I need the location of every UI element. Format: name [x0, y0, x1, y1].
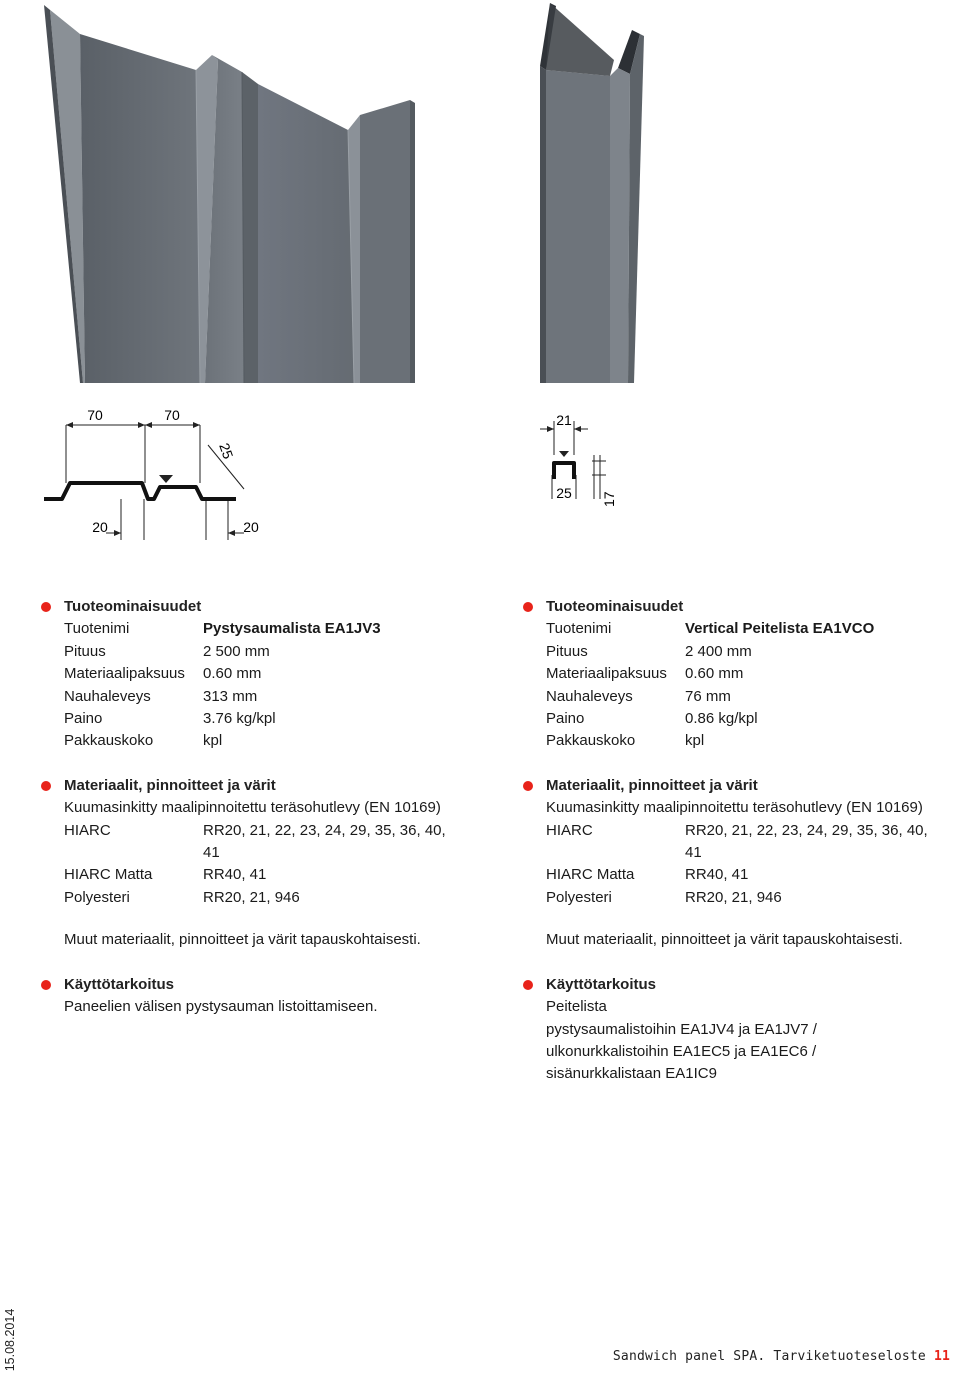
- prop-value: Vertical Peitelista EA1VCO: [685, 620, 875, 638]
- bullet-icon: [41, 602, 51, 612]
- prop-value: 0.60 mm: [203, 665, 262, 683]
- usage-section: [64, 974, 484, 1019]
- prop-label: Pituus: [546, 642, 588, 660]
- footer-doc-title: [613, 1349, 950, 1364]
- dim-label-bottom-a: 20: [92, 519, 108, 535]
- materials-section: [546, 775, 960, 952]
- prop-label: Paino: [546, 710, 585, 728]
- section-heading: Materiaalit, pinnoitteet ja värit: [64, 776, 276, 794]
- material-label: HIARC Matta: [546, 866, 635, 884]
- prop-label: Pakkauskoko: [546, 732, 636, 750]
- materials-intro: Kuumasinkitty maalipinnoitettu teräsohutlevy (EN 10169): [64, 799, 441, 817]
- material-value: RR20, 21, 946: [685, 888, 782, 906]
- material-value: RR20, 21, 22, 23, 24, 29, 35, 36, 40, 41: [203, 821, 446, 862]
- bullet-icon: [523, 980, 533, 990]
- usage-line: pystysaumalistoihin EA1JV4 ja EA1JV7 /: [546, 1020, 817, 1038]
- materials-note: Muut materiaalit, pinnoitteet ja värit tapauskohtaisesti.: [64, 931, 421, 949]
- material-value: RR40, 41: [685, 866, 749, 884]
- material-value: RR20, 21, 22, 23, 24, 29, 35, 36, 40, 41: [685, 821, 928, 862]
- dim-label-slant: 25: [216, 440, 237, 461]
- section-heading: Käyttötarkoitus: [64, 975, 175, 993]
- usage-line: ulkonurkkalistoihin EA1EC5 ja EA1EC6 /: [546, 1042, 817, 1060]
- dim-label-bottom: 25: [556, 485, 572, 501]
- prop-value: kpl: [203, 732, 223, 750]
- prop-value: 0.60 mm: [685, 665, 744, 683]
- prop-label: Tuotenimi: [546, 620, 612, 638]
- properties-section: [64, 596, 484, 753]
- prop-value: 3.76 kg/kpl: [203, 710, 276, 728]
- bullet-icon: [41, 980, 51, 990]
- page-number: 11: [933, 1349, 950, 1364]
- usage-line: Peitelista: [546, 998, 607, 1016]
- prop-label: Materiaalipaksuus: [546, 665, 667, 683]
- profile-illustration-right: [480, 0, 680, 390]
- usage-line: sisänurkkalistaan EA1IC9: [546, 1065, 717, 1083]
- prop-value: 2 500 mm: [203, 642, 270, 660]
- material-label: HIARC Matta: [64, 866, 153, 884]
- prop-value: Pystysaumalista EA1JV3: [203, 620, 381, 638]
- prop-label: Nauhaleveys: [64, 687, 151, 705]
- material-value: RR40, 41: [203, 866, 267, 884]
- prop-value: 313 mm: [203, 687, 258, 705]
- dim-label-top: 21: [556, 412, 572, 428]
- prop-label: Nauhaleveys: [546, 687, 633, 705]
- footer-doc-name: Sandwich panel SPA. Tarviketuoteseloste: [612, 1349, 926, 1364]
- dim-label-top-a: 70: [87, 407, 103, 423]
- material-value: RR20, 21, 946: [203, 888, 300, 906]
- section-heading: Tuoteominaisuudet: [546, 598, 684, 615]
- prop-value: 2 400 mm: [685, 642, 752, 660]
- prop-value: 76 mm: [685, 687, 731, 705]
- prop-label: Pakkauskoko: [64, 732, 154, 750]
- prop-value: 0.86 kg/kpl: [685, 710, 758, 728]
- material-label: HIARC: [546, 821, 593, 839]
- footer-date: 15.08.2014: [3, 1308, 17, 1372]
- materials-intro: Kuumasinkitty maalipinnoitettu teräsohutlevy (EN 10169): [546, 799, 923, 817]
- properties-section: [546, 596, 960, 753]
- dim-label-bottom-b: 20: [243, 519, 259, 535]
- bullet-icon: [523, 602, 533, 612]
- prop-label: Paino: [64, 710, 103, 728]
- section-heading: Materiaalit, pinnoitteet ja värit: [546, 776, 758, 794]
- bullet-icon: [41, 781, 51, 791]
- usage-line: Paneelien välisen pystysauman listoittamiseen.: [64, 998, 378, 1016]
- cross-section-diagram-left: [0, 395, 480, 555]
- material-label: Polyesteri: [546, 888, 612, 906]
- material-label: HIARC: [64, 821, 111, 839]
- right-column: [546, 596, 960, 1086]
- usage-section: [546, 974, 960, 1086]
- prop-label: Tuotenimi: [64, 620, 130, 638]
- prop-label: Pituus: [64, 642, 106, 660]
- left-column: [64, 596, 484, 1019]
- bullet-icon: [523, 781, 533, 791]
- materials-note: Muut materiaalit, pinnoitteet ja värit tapauskohtaisesti.: [546, 931, 903, 949]
- prop-label: Materiaalipaksuus: [64, 665, 185, 683]
- prop-value: kpl: [685, 732, 705, 750]
- dim-label-side: 17: [601, 491, 617, 507]
- cross-section-diagram-right: [480, 395, 680, 525]
- section-heading: Käyttötarkoitus: [546, 975, 657, 993]
- section-heading: Tuoteominaisuudet: [64, 598, 202, 615]
- material-label: Polyesteri: [64, 888, 130, 906]
- dim-label-top-b: 70: [164, 407, 180, 423]
- materials-section: [64, 775, 484, 952]
- profile-illustration-left: [0, 0, 480, 390]
